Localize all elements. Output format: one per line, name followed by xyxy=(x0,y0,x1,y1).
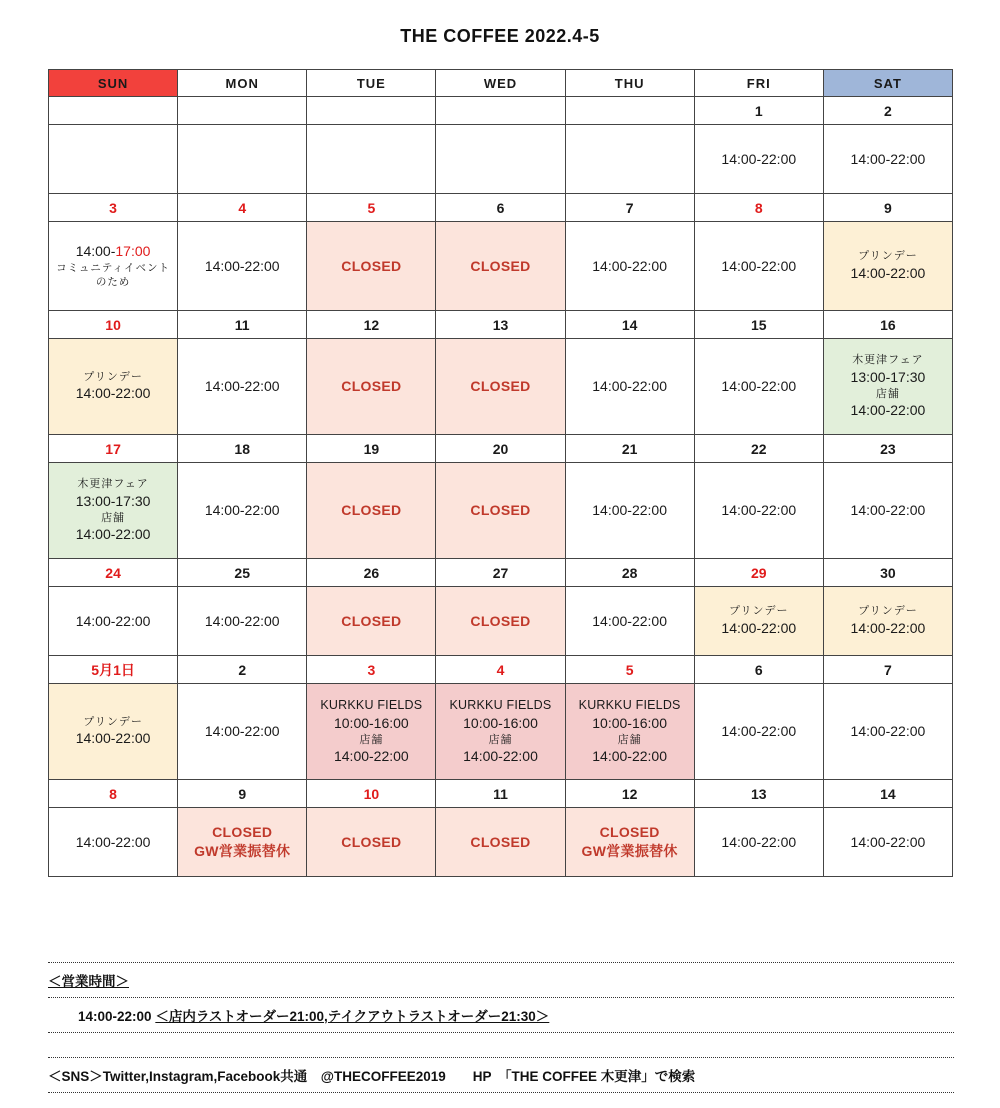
schedule-cell-content xyxy=(824,339,952,434)
business-hours-note: ＜店内ラストオーダー21:00,テイクアウトラストオーダー21:30＞ xyxy=(155,1009,550,1024)
schedule-cell-content xyxy=(307,125,435,193)
schedule-line: CLOSED xyxy=(470,833,531,850)
date-number-12[interactable]: 12 xyxy=(565,780,694,808)
date-number-10[interactable]: 10 xyxy=(307,780,436,808)
day-of-week-header-tue: TUE xyxy=(307,70,436,97)
schedule-cell-content xyxy=(307,808,435,876)
schedule-line: 店舗 xyxy=(488,733,513,746)
schedule-line: 14:00-22:00 xyxy=(850,619,926,636)
date-number-5月1日[interactable]: 5月1日 xyxy=(49,656,178,684)
schedule-line: 10:00-16:00 xyxy=(463,714,538,731)
schedule-line: 14:00-22:00 xyxy=(721,378,797,395)
schedule-line: 14:00-22:00 xyxy=(75,612,151,629)
schedule-cell-content xyxy=(307,222,435,310)
schedule-cell-content xyxy=(824,587,952,655)
date-number-row xyxy=(49,97,953,125)
schedule-cell[interactable] xyxy=(178,808,307,877)
date-number-22[interactable]: 22 xyxy=(694,435,823,463)
schedule-cell-content xyxy=(695,339,823,434)
schedule-cell-content xyxy=(436,339,564,434)
schedule-cell-content xyxy=(695,463,823,558)
schedule-line: CLOSED xyxy=(599,824,660,841)
schedule-line: 14:00-22:00 xyxy=(850,264,926,281)
schedule-cell-content xyxy=(566,222,694,310)
schedule-line: 14:00-22:00 xyxy=(333,748,409,765)
schedule-cell-content xyxy=(178,125,306,193)
business-hours-heading xyxy=(48,963,954,997)
schedule-cell[interactable] xyxy=(436,587,565,656)
schedule-cell[interactable] xyxy=(49,125,178,194)
schedule-cell-content xyxy=(695,587,823,655)
schedule-line: CLOSED xyxy=(341,378,402,395)
date-number-row xyxy=(49,780,953,808)
schedule-cell[interactable] xyxy=(178,222,307,311)
schedule-line: 木更津フェア xyxy=(852,353,924,366)
date-number-12[interactable]: 12 xyxy=(307,311,436,339)
date-number-11[interactable]: 11 xyxy=(178,311,307,339)
date-number-17[interactable]: 17 xyxy=(49,435,178,463)
schedule-line: 14:00-22:00 xyxy=(204,257,280,274)
schedule-line: CLOSED xyxy=(341,833,402,850)
schedule-cell-content xyxy=(49,587,177,655)
business-hours-heading-text: ＜営業時間＞ xyxy=(48,974,129,989)
schedule-row xyxy=(49,808,953,877)
date-number-21[interactable]: 21 xyxy=(565,435,694,463)
schedule-cell[interactable] xyxy=(694,463,823,559)
schedule-cell-content xyxy=(824,222,952,310)
date-number-empty[interactable] xyxy=(178,97,307,125)
schedule-line: 14:00-22:00 xyxy=(592,378,667,395)
schedule-cell[interactable] xyxy=(178,684,307,780)
schedule-cell[interactable] xyxy=(823,463,952,559)
schedule-cell-content xyxy=(824,125,952,193)
schedule-line: 13:00-17:30 xyxy=(850,368,926,385)
schedule-cell-content xyxy=(49,222,177,310)
date-number-1[interactable]: 1 xyxy=(694,97,823,125)
sns-line: ＜SNS＞Twitter,Instagram,Facebook共通 @THECOFFEE2019 HP 「THE COFFEE 木更津」で検索 xyxy=(48,1069,696,1084)
schedule-cell[interactable] xyxy=(565,463,694,559)
schedule-cell-content xyxy=(178,684,306,779)
schedule-cell[interactable] xyxy=(694,808,823,877)
schedule-cell-content xyxy=(695,222,823,310)
schedule-line: プリンデー xyxy=(858,605,918,618)
date-number-8[interactable]: 8 xyxy=(694,194,823,222)
date-number-14[interactable]: 14 xyxy=(823,780,952,808)
divider-bottom xyxy=(48,1092,954,1093)
schedule-line: 14:00-22:00 xyxy=(75,730,151,747)
schedule-cell-content xyxy=(307,684,435,779)
schedule-cell[interactable] xyxy=(694,125,823,194)
schedule-cell-content xyxy=(178,587,306,655)
schedule-cell[interactable] xyxy=(307,463,436,559)
schedule-line: 14:00-22:00 xyxy=(721,833,797,850)
schedule-row xyxy=(49,587,953,656)
schedule-cell[interactable] xyxy=(436,339,565,435)
schedule-cell[interactable] xyxy=(49,339,178,435)
schedule-line: CLOSED xyxy=(212,824,273,841)
schedule-line: プリンデー xyxy=(728,605,789,618)
schedule-cell[interactable] xyxy=(49,463,178,559)
date-number-empty[interactable] xyxy=(565,97,694,125)
schedule-cell-content xyxy=(436,222,564,310)
schedule-cell-content xyxy=(436,808,564,876)
schedule-cell[interactable] xyxy=(823,808,952,877)
date-number-13[interactable]: 13 xyxy=(436,311,565,339)
schedule-cell-content xyxy=(178,339,306,434)
day-of-week-header-mon: MON xyxy=(178,70,307,97)
date-number-empty[interactable] xyxy=(49,97,178,125)
schedule-cell[interactable] xyxy=(178,125,307,194)
calendar-header xyxy=(49,70,953,97)
date-number-30[interactable]: 30 xyxy=(823,559,952,587)
schedule-cell-content xyxy=(695,125,823,193)
date-number-27[interactable]: 27 xyxy=(436,559,565,587)
schedule-line: GW営業振替休 xyxy=(581,843,678,859)
schedule-line: 14:00-22:00 xyxy=(850,723,926,740)
schedule-cell[interactable] xyxy=(436,684,565,780)
schedule-line: 14:00-22:00 xyxy=(592,612,667,629)
schedule-cell-content xyxy=(436,684,564,779)
date-number-14[interactable]: 14 xyxy=(565,311,694,339)
date-number-6[interactable]: 6 xyxy=(436,194,565,222)
schedule-line: 14:00-22:00 xyxy=(204,378,280,395)
schedule-cell[interactable] xyxy=(694,222,823,311)
schedule-cell-content xyxy=(49,808,177,876)
schedule-cell-content xyxy=(49,339,177,434)
schedule-line: 14:00-22:00 xyxy=(204,612,280,629)
schedule-line: 14:00-22:00 xyxy=(850,502,926,519)
date-number-4[interactable]: 4 xyxy=(436,656,565,684)
schedule-line: 14:00-22:00 xyxy=(721,619,797,636)
date-number-row xyxy=(49,311,953,339)
date-number-10[interactable]: 10 xyxy=(49,311,178,339)
schedule-cell[interactable] xyxy=(565,684,694,780)
schedule-line: 店舗 xyxy=(359,733,384,746)
schedule-cell[interactable] xyxy=(307,339,436,435)
schedule-line: CLOSED xyxy=(470,502,531,519)
date-number-8[interactable]: 8 xyxy=(49,780,178,808)
schedule-line: KURKKU FIELDS xyxy=(320,697,423,712)
schedule-line xyxy=(76,242,151,261)
schedule-line: 10:00-16:00 xyxy=(333,714,409,731)
schedule-line: 店舗 xyxy=(101,511,126,524)
date-number-23[interactable]: 23 xyxy=(823,435,952,463)
schedule-line: 店舗 xyxy=(875,387,900,400)
schedule-cell-content xyxy=(436,587,564,655)
date-number-9[interactable]: 9 xyxy=(823,194,952,222)
schedule-row xyxy=(49,463,953,559)
schedule-cell-content xyxy=(824,463,952,558)
schedule-cell-content xyxy=(695,684,823,779)
date-number-15[interactable]: 15 xyxy=(694,311,823,339)
schedule-row xyxy=(49,684,953,780)
date-number-empty[interactable] xyxy=(436,97,565,125)
schedule-line: GW営業振替休 xyxy=(194,843,291,859)
date-number-empty[interactable] xyxy=(307,97,436,125)
schedule-line: 14:00-22:00 xyxy=(204,723,280,740)
schedule-cell-content xyxy=(307,463,435,558)
schedule-cell[interactable] xyxy=(694,684,823,780)
schedule-row xyxy=(49,339,953,435)
schedule-line: 木更津フェア xyxy=(77,477,149,490)
calendar-container xyxy=(48,69,953,877)
schedule-cell[interactable] xyxy=(49,222,178,311)
date-number-19[interactable]: 19 xyxy=(307,435,436,463)
schedule-cell[interactable] xyxy=(49,808,178,877)
schedule-cell[interactable] xyxy=(436,463,565,559)
schedule-cell[interactable] xyxy=(178,587,307,656)
date-number-4[interactable]: 4 xyxy=(178,194,307,222)
schedule-cell[interactable] xyxy=(436,808,565,877)
schedule-line: 10:00-16:00 xyxy=(592,714,667,731)
day-of-week-header-wed: WED xyxy=(436,70,565,97)
schedule-line: 14:00-22:00 xyxy=(850,402,926,419)
schedule-cell[interactable] xyxy=(694,339,823,435)
schedule-line-highlight: 17:00 xyxy=(115,243,151,260)
schedule-line: 14:00-22:00 xyxy=(204,502,280,519)
schedule-cell[interactable] xyxy=(436,125,565,194)
schedule-line: 14:00-22:00 xyxy=(721,502,797,519)
schedule-line: プリンデー xyxy=(83,370,143,383)
schedule-cell[interactable] xyxy=(694,587,823,656)
schedule-line: CLOSED xyxy=(470,257,531,274)
schedule-line: 14:00-22:00 xyxy=(592,257,667,274)
date-number-6[interactable]: 6 xyxy=(694,656,823,684)
schedule-line: プリンデー xyxy=(83,715,143,728)
schedule-cell-content xyxy=(695,808,823,876)
date-number-3[interactable]: 3 xyxy=(307,656,436,684)
schedule-cell[interactable] xyxy=(823,587,952,656)
schedule-cell[interactable] xyxy=(307,587,436,656)
schedule-cell-content xyxy=(566,808,694,876)
schedule-line: 14:00-22:00 xyxy=(850,833,926,850)
schedule-line: 14:00-22:00 xyxy=(75,385,151,402)
schedule-cell-content xyxy=(436,125,564,193)
schedule-cell[interactable] xyxy=(565,587,694,656)
schedule-cell-content xyxy=(436,463,564,558)
schedule-cell[interactable] xyxy=(436,222,565,311)
schedule-cell[interactable] xyxy=(49,587,178,656)
calendar-body xyxy=(49,97,953,877)
date-number-24[interactable]: 24 xyxy=(49,559,178,587)
schedule-cell[interactable] xyxy=(307,125,436,194)
schedule-line: 14:00-22:00 xyxy=(75,833,151,850)
schedule-cell-content xyxy=(307,587,435,655)
page-title: THE COFFEE 2022.4-5 xyxy=(400,26,600,46)
schedule-line: 14:00-22:00 xyxy=(721,723,797,740)
date-number-29[interactable]: 29 xyxy=(694,559,823,587)
date-number-2[interactable]: 2 xyxy=(178,656,307,684)
business-hours-time: 14:00-22:00 xyxy=(78,1009,152,1024)
date-number-5[interactable]: 5 xyxy=(565,656,694,684)
date-number-3[interactable]: 3 xyxy=(49,194,178,222)
date-number-5[interactable]: 5 xyxy=(307,194,436,222)
schedule-cell[interactable] xyxy=(823,684,952,780)
schedule-line: CLOSED xyxy=(470,378,531,395)
date-number-25[interactable]: 25 xyxy=(178,559,307,587)
schedule-line: プリンデー xyxy=(858,250,918,263)
schedule-cell[interactable] xyxy=(565,125,694,194)
date-number-7[interactable]: 7 xyxy=(823,656,952,684)
schedule-line: 14:00-22:00 xyxy=(75,526,151,543)
day-of-week-row xyxy=(49,70,953,97)
footer-notes xyxy=(48,962,954,1093)
schedule-line: のため xyxy=(95,276,131,289)
schedule-line: 店舗 xyxy=(617,733,642,746)
schedule-cell[interactable] xyxy=(178,339,307,435)
schedule-cell-content xyxy=(566,339,694,434)
schedule-line: CLOSED xyxy=(341,257,402,274)
schedule-cell[interactable] xyxy=(49,684,178,780)
schedule-cell-content xyxy=(49,125,177,193)
calendar-table xyxy=(48,69,953,877)
schedule-line: CLOSED xyxy=(341,502,402,519)
business-hours-line xyxy=(48,998,954,1032)
schedule-cell-content xyxy=(824,684,952,779)
schedule-cell[interactable] xyxy=(565,808,694,877)
schedule-cell-content xyxy=(566,463,694,558)
schedule-cell-content xyxy=(307,339,435,434)
date-number-row xyxy=(49,656,953,684)
schedule-cell-content xyxy=(178,463,306,558)
schedule-line: KURKKU FIELDS xyxy=(578,697,681,712)
schedule-cell-content xyxy=(566,587,694,655)
date-number-7[interactable]: 7 xyxy=(565,194,694,222)
footer-spacer xyxy=(48,1033,954,1057)
schedule-cell-content xyxy=(49,463,177,558)
schedule-cell-content xyxy=(824,808,952,876)
date-number-13[interactable]: 13 xyxy=(694,780,823,808)
date-number-26[interactable]: 26 xyxy=(307,559,436,587)
day-of-week-header-fri: FRI xyxy=(694,70,823,97)
schedule-cell[interactable] xyxy=(307,808,436,877)
date-number-9[interactable]: 9 xyxy=(178,780,307,808)
schedule-cell[interactable] xyxy=(823,339,952,435)
schedule-cell[interactable] xyxy=(565,222,694,311)
schedule-line: KURKKU FIELDS xyxy=(449,697,552,712)
date-number-28[interactable]: 28 xyxy=(565,559,694,587)
schedule-cell-content xyxy=(178,222,306,310)
date-number-row xyxy=(49,435,953,463)
schedule-line: 14:00-22:00 xyxy=(592,502,667,519)
schedule-cell[interactable] xyxy=(307,222,436,311)
day-of-week-header-sun: SUN xyxy=(49,70,178,97)
schedule-line: コミュニティイベント xyxy=(56,262,171,275)
schedule-line: 14:00-22:00 xyxy=(592,748,667,765)
schedule-line: CLOSED xyxy=(470,612,531,629)
schedule-cell[interactable] xyxy=(565,339,694,435)
schedule-line: CLOSED xyxy=(341,612,402,629)
date-number-16[interactable]: 16 xyxy=(823,311,952,339)
date-number-row xyxy=(49,194,953,222)
date-number-20[interactable]: 20 xyxy=(436,435,565,463)
schedule-cell[interactable] xyxy=(823,125,952,194)
schedule-cell-content xyxy=(178,808,306,876)
schedule-cell[interactable] xyxy=(178,463,307,559)
date-number-11[interactable]: 11 xyxy=(436,780,565,808)
schedule-line: 14:00-22:00 xyxy=(721,257,797,274)
schedule-line-text: 14:00- xyxy=(75,243,116,260)
schedule-line: 13:00-17:30 xyxy=(75,492,151,509)
schedule-cell-content xyxy=(566,684,694,779)
schedule-cell[interactable] xyxy=(823,222,952,311)
schedule-cell-content xyxy=(49,684,177,779)
day-of-week-header-thu: THU xyxy=(565,70,694,97)
schedule-line: 14:00-22:00 xyxy=(850,150,926,167)
schedule-line: 14:00-22:00 xyxy=(463,748,538,765)
day-of-week-header-sat: SAT xyxy=(823,70,952,97)
date-number-18[interactable]: 18 xyxy=(178,435,307,463)
date-number-row xyxy=(49,559,953,587)
schedule-row xyxy=(49,125,953,194)
schedule-cell-content xyxy=(566,125,694,193)
schedule-cell[interactable] xyxy=(307,684,436,780)
date-number-2[interactable]: 2 xyxy=(823,97,952,125)
schedule-row xyxy=(49,222,953,311)
schedule-line: 14:00-22:00 xyxy=(721,150,797,167)
